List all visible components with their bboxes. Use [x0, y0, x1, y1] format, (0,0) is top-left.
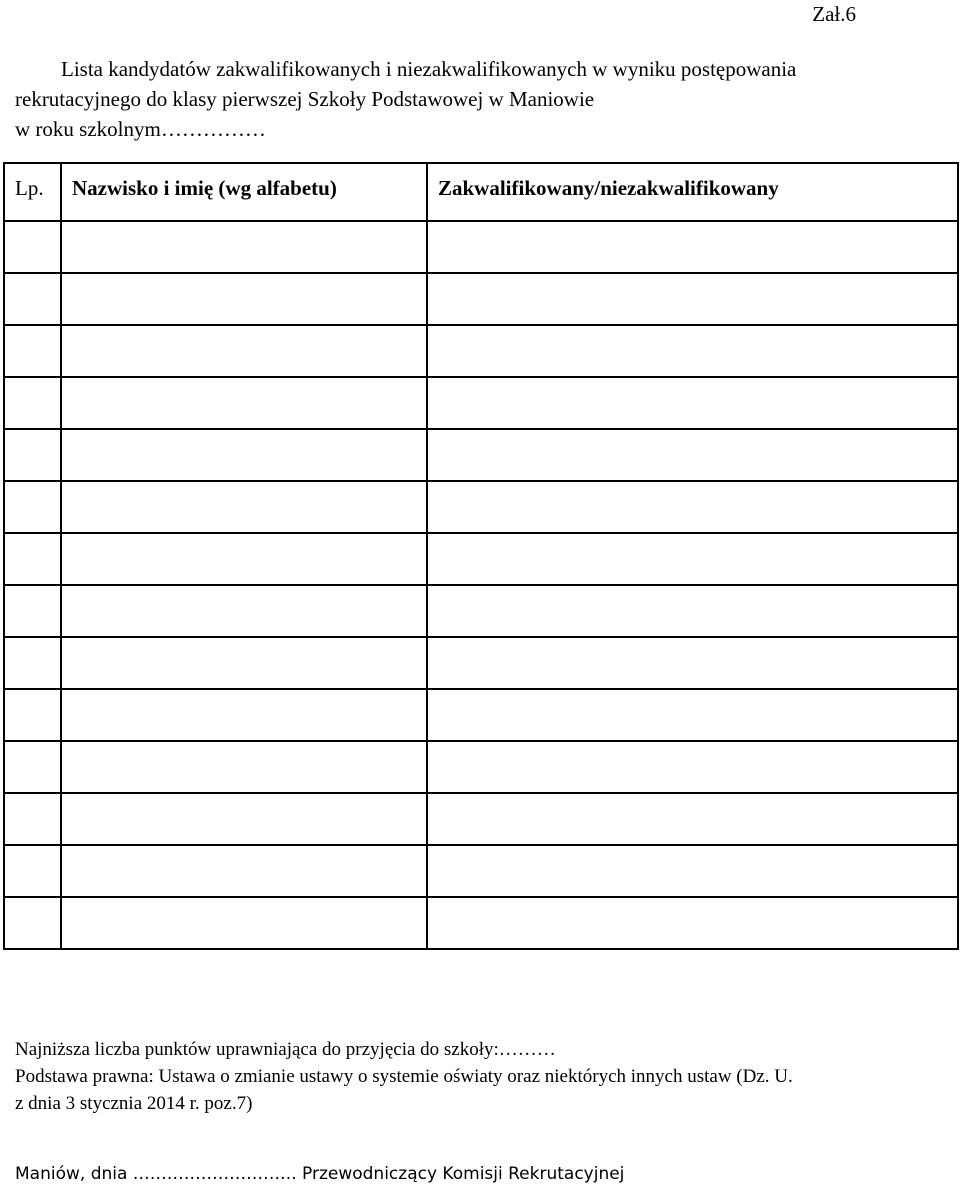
table-row — [4, 429, 958, 481]
table-header-row — [4, 163, 958, 221]
cell-lp — [4, 429, 61, 481]
candidates-table — [3, 162, 959, 950]
cell-lp — [4, 325, 61, 377]
table-row — [4, 741, 958, 793]
cell-lp — [4, 897, 61, 949]
table-row — [4, 221, 958, 273]
document-footer — [15, 1036, 955, 1117]
cell-status — [427, 481, 958, 533]
cell-name — [61, 689, 427, 741]
cell-status — [427, 897, 958, 949]
cell-status — [427, 377, 958, 429]
table-row — [4, 533, 958, 585]
table-row — [4, 273, 958, 325]
cell-status — [427, 637, 958, 689]
cell-name — [61, 429, 427, 481]
cell-lp — [4, 741, 61, 793]
cell-name — [61, 637, 427, 689]
cell-status — [427, 221, 958, 273]
cell-lp — [4, 273, 61, 325]
cell-status — [427, 689, 958, 741]
cell-status — [427, 845, 958, 897]
table-row — [4, 845, 958, 897]
document-heading — [15, 54, 945, 144]
table-row — [4, 481, 958, 533]
table-row — [4, 585, 958, 637]
cell-name — [61, 325, 427, 377]
header-name: Nazwisko i imię (wg alfabetu) — [61, 163, 427, 221]
heading-line-2: rekrutacyjnego do klasy pierwszej Szkoły Podstawowej w Maniowie — [15, 87, 595, 111]
cell-name — [61, 897, 427, 949]
cell-name — [61, 793, 427, 845]
cell-name — [61, 377, 427, 429]
table-row — [4, 637, 958, 689]
cell-status — [427, 273, 958, 325]
cell-name — [61, 273, 427, 325]
cell-lp — [4, 689, 61, 741]
table-body — [4, 221, 958, 949]
table-row — [4, 897, 958, 949]
header-lp: Lp. — [4, 163, 61, 221]
cell-lp — [4, 533, 61, 585]
cell-status — [427, 533, 958, 585]
cell-status — [427, 325, 958, 377]
legal-basis-line-2: z dnia 3 stycznia 2014 r. poz.7) — [15, 1093, 253, 1114]
cell-lp — [4, 585, 61, 637]
cell-name — [61, 585, 427, 637]
table-row — [4, 377, 958, 429]
table-row — [4, 793, 958, 845]
cell-status — [427, 793, 958, 845]
signature-line: Maniów, dnia ……………………….. Przewodniczący Komisji Rekrutacyjnej — [15, 1164, 625, 1184]
heading-line-1: Lista kandydatów zakwalifikowanych i niezakwalifikowanych w wyniku postępowania — [61, 57, 797, 81]
attachment-label: Zał.6 — [812, 2, 856, 26]
table-row — [4, 689, 958, 741]
cell-name — [61, 481, 427, 533]
header-status: Zakwalifikowany/niezakwalifikowany — [427, 163, 958, 221]
legal-basis-line-1: Podstawa prawna: Ustawa o zmianie ustawy o systemie oświaty oraz niektórych innych ustaw (Dz. U. — [15, 1066, 793, 1087]
cell-lp — [4, 377, 61, 429]
cell-lp — [4, 637, 61, 689]
cell-lp — [4, 845, 61, 897]
min-points-line: Najniższa liczba punktów uprawniająca do przyjęcia do szkoły:……… — [15, 1039, 556, 1060]
cell-name — [61, 741, 427, 793]
cell-name — [61, 221, 427, 273]
table-row — [4, 325, 958, 377]
cell-lp — [4, 793, 61, 845]
cell-lp — [4, 221, 61, 273]
heading-line-3: w roku szkolnym…………… — [15, 117, 266, 141]
cell-status — [427, 585, 958, 637]
cell-name — [61, 533, 427, 585]
cell-name — [61, 845, 427, 897]
cell-status — [427, 429, 958, 481]
cell-lp — [4, 481, 61, 533]
cell-status — [427, 741, 958, 793]
